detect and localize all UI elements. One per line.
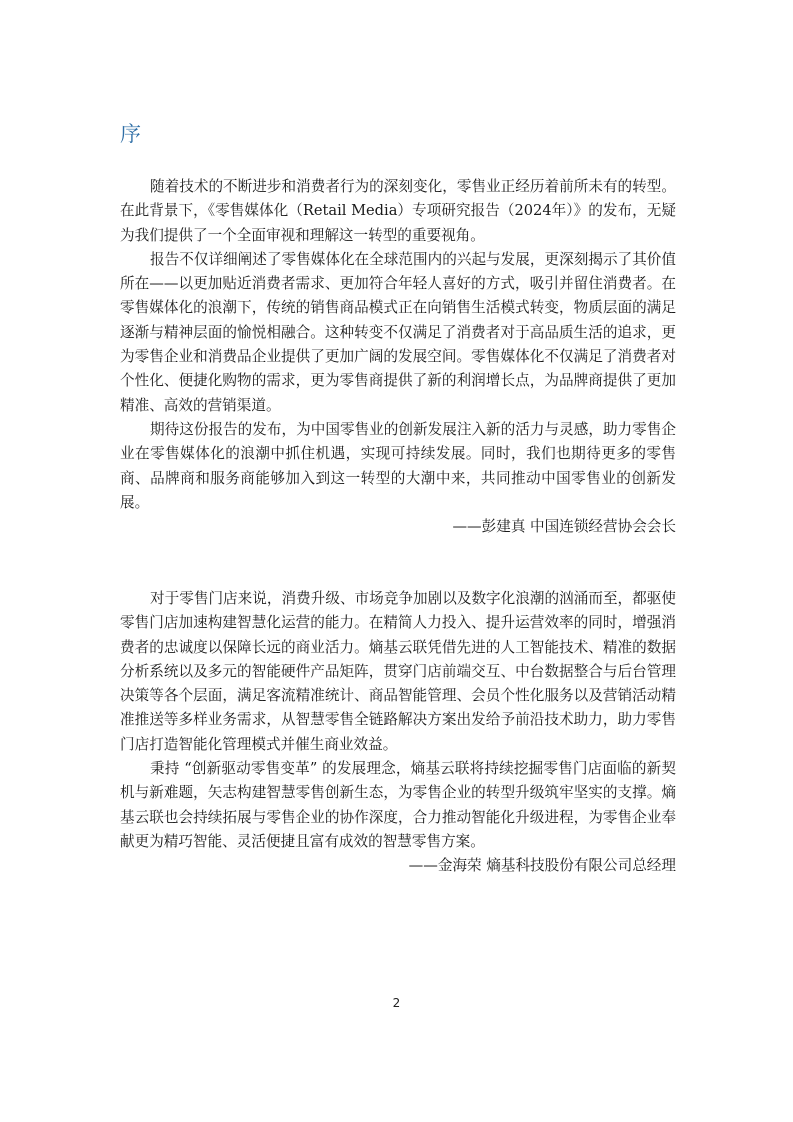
paragraph: 随着技术的不断进步和消费者行为的深刻变化，零售业正经历着前所未有的转型。在此背景下，《零售媒体化（Retail Media）专项研究报告（2024年）》的发布，无疑为我们提供了一个全面审视和理解这一转型的重要视角。 <box>120 178 676 244</box>
signature: ——金海荣 熵基科技股份有限公司总经理 <box>408 857 676 875</box>
page-number: 2 <box>392 996 401 1010</box>
paragraph: 期待这份报告的发布，为中国零售业的创新发展注入新的活力与灵感，助力零售企业在零售媒体化的浪潮中抓住机遇，实现可持续发展。同时，我们也期待更多的零售商、品牌商和服务商能够加入到这一转型的大潮中来，共同推动中国零售业的创新发展。 <box>120 420 676 511</box>
foreword-section-1 <box>120 175 676 539</box>
signature: ——彭建真 中国连锁经营协会会长 <box>452 518 676 536</box>
page-title: 序 <box>120 122 142 146</box>
paragraph: 秉持 “创新驱动零售变革” 的发展理念，熵基云联将持续挖掘零售门店面临的新契机与新难题，矢志构建智慧零售创新生态，为零售企业的转型升级筑牢坚实的支撑。熵基云联也会持续拓展与零售企业的协作深度，合力推动智能化升级进程，为零售企业奉献更为精巧智能、灵活便捷且富有成效的智慧零售方案。 <box>120 760 676 850</box>
paragraph: 报告不仅详细阐述了零售媒体化在全球范围内的兴起与发展，更深刻揭示了其价值所在——以更加贴近消费者需求、更加符合年轻人喜好的方式，吸引并留住消费者。在零售媒体化的浪潮下，传统的销售商品模式正在向销售生活模式转变，物质层面的满足逐渐与精神层面的愉悦相融合。这种转变不仅满足了消费者对于高品质生活的追求，更为零售企业和消费品企业提供了更加广阔的发展空间。零售媒体化不仅满足了消费者对个性化、便捷化购物的需求，更为零售商提供了新的利润增长点，为品牌商提供了更加精准、高效的营销渠道。 <box>120 250 676 414</box>
paragraph: 对于零售门店来说，消费升级、市场竞争加剧以及数字化浪潮的汹涌而至，都驱使零售门店加速构建智慧化运营的能力。在精简人力投入、提升运营效率的同时，增强消费者的忠诚度以保障长远的商业活力。熵基云联凭借先进的人工智能技术、精准的数据分析系统以及多元的智能硬件产品矩阵，贯穿门店前端交互、中台数据整合与后台管理决策等各个层面，满足客流精准统计、商品智能管理、会员个性化服务以及营销活动精准推送等多样业务需求，从智慧零售全链路解决方案出发给予前沿技术助力，助力零售门店打造智能化管理模式并催生商业效益。 <box>120 590 676 753</box>
foreword-section-2 <box>120 587 676 879</box>
